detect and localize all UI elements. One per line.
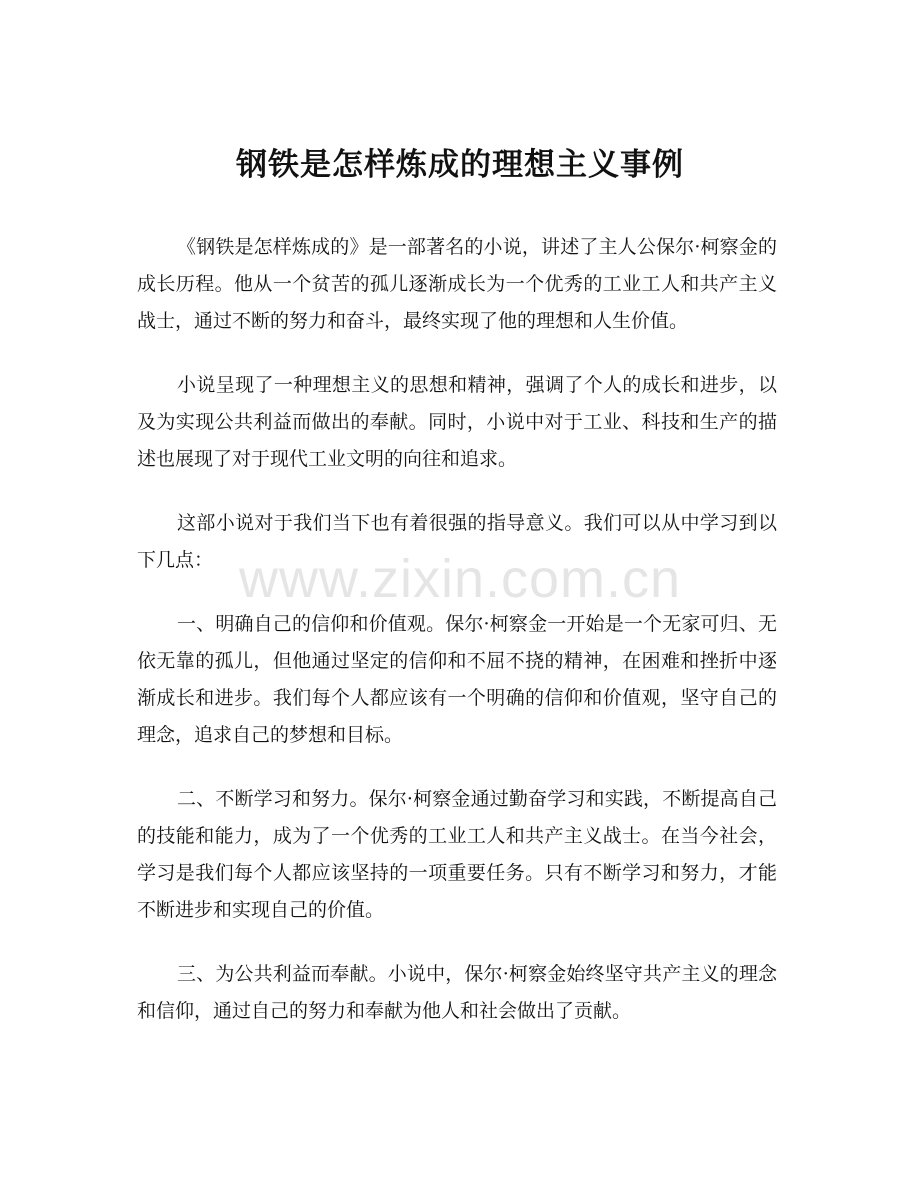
paragraph-point-three: 三、为公共利益而奉献。小说中，保尔·柯察金始终坚守共产主义的理念和信仰，通过自己的努力和奉献为他人和社会做出了贡献。: [137, 963, 777, 1022]
document-body: [137, 229, 777, 1057]
watermark-text: www.zixin.com.cn: [238, 549, 682, 609]
paragraph-intro: 《钢铁是怎样炼成的》是一部著名的小说，讲述了主人公保尔·柯察金的成长历程。他从一个贫苦的孤儿逐渐成长为一个优秀的工业工人和共产主义战士，通过不断的努力和奋斗，最终实现了他的理想和人生价值。: [137, 236, 777, 332]
paragraph-idealism: 小说呈现了一种理想主义的思想和精神，强调了个人的成长和进步，以及为实现公共利益而做出的奉献。同时，小说中对于工业、科技和生产的描述也展现了对于现代工业文明的向往和追求。: [137, 374, 777, 470]
document-title: 钢铁是怎样炼成的理想主义事例: [236, 147, 684, 183]
paragraph-lessons-intro: 这部小说对于我们当下也有着很强的指导意义。我们可以从中学习到以下几点：: [137, 512, 777, 571]
paragraph-point-two: 二、不断学习和努力。保尔·柯察金通过勤奋学习和实践，不断提高自己的技能和能力，成为了一个优秀的工业工人和共产主义战士。在当今社会，学习是我们每个人都应该坚持的一项重要任务。只有不断学习和努力，才能不断进步和实现自己的价值。: [137, 788, 777, 921]
paragraph-point-one: 一、明确自己的信仰和价值观。保尔·柯察金一开始是一个无家可归、无依无靠的孤儿，但他通过坚定的信仰和不屈不挠的精神，在困难和挫折中逐渐成长和进步。我们每个人都应该有一个明确的信仰和价值观，坚守自己的理念，追求自己的梦想和目标。: [137, 613, 777, 746]
